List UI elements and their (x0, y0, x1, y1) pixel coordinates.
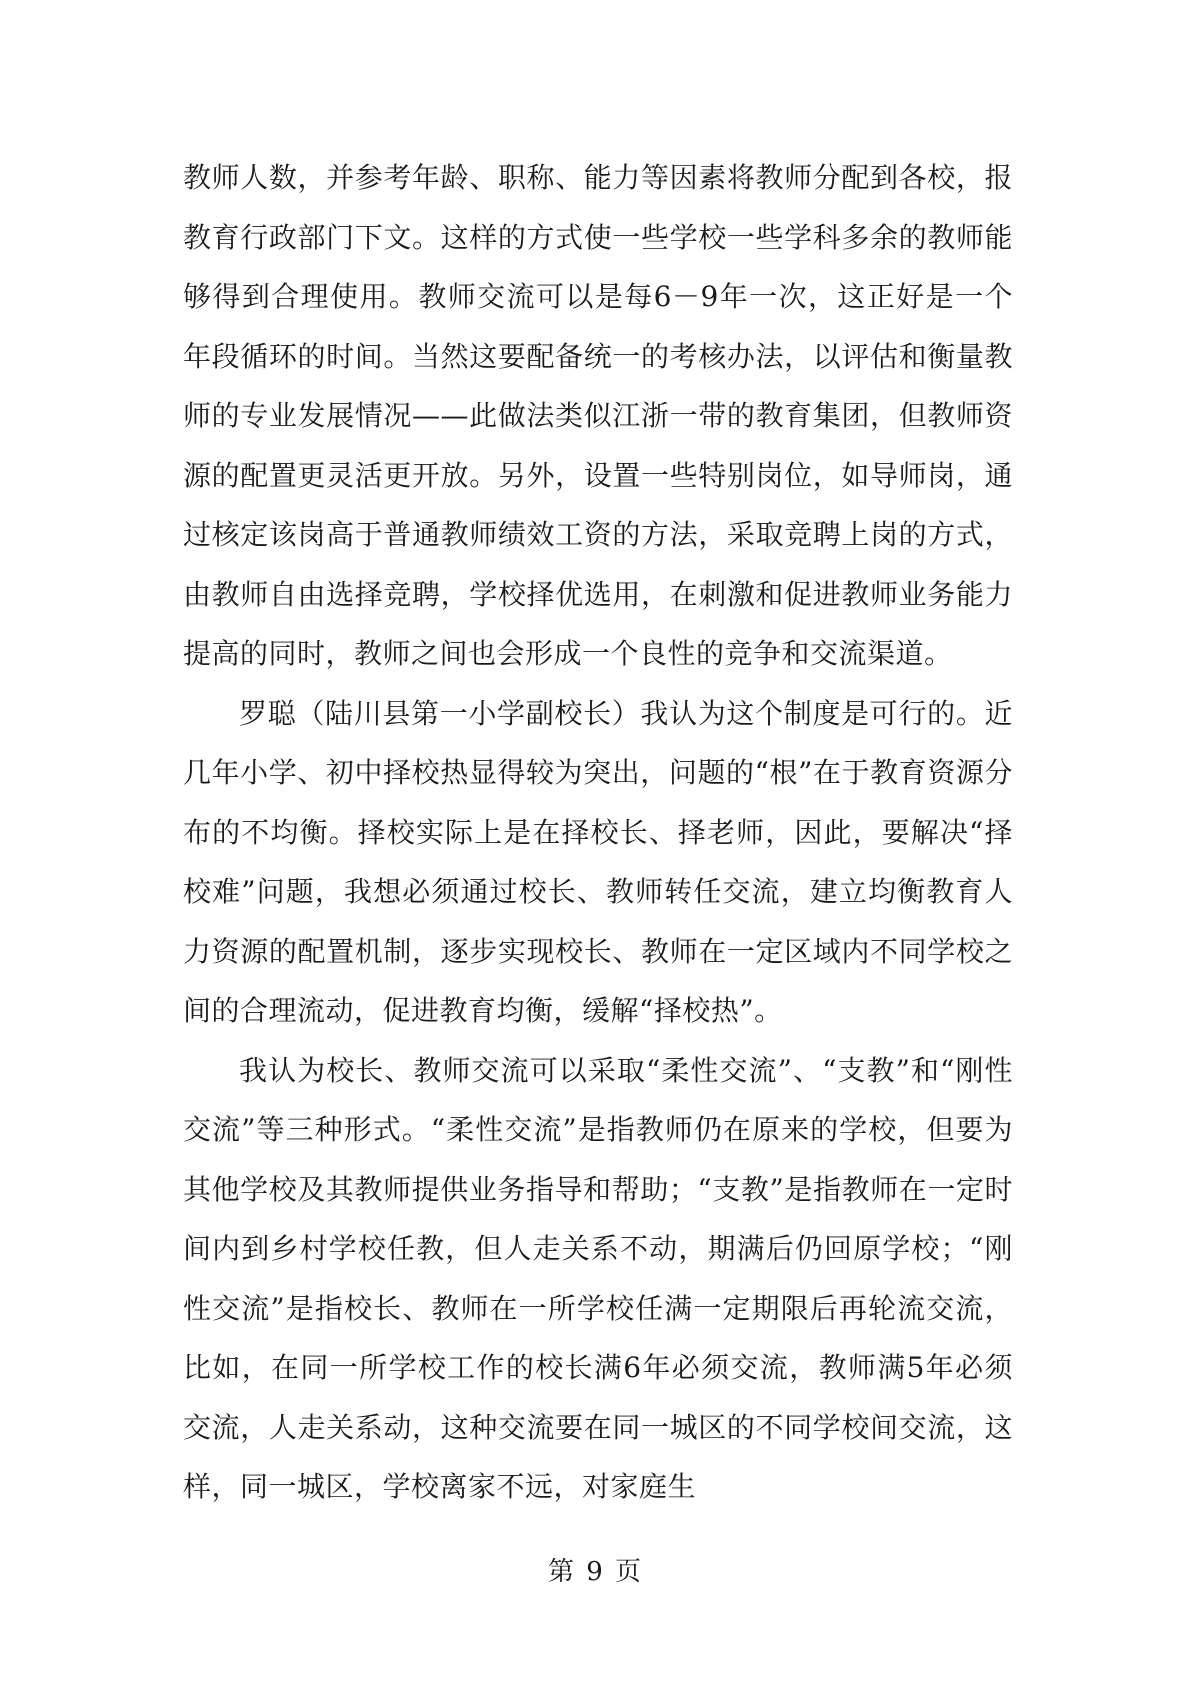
document-body (183, 148, 1013, 1517)
paragraph-1: 教师人数，并参考年龄、职称、能力等因素将教师分配到各校，报教育行政部门下文。这样的方式使一些学校一些学科多余的教师能够得到合理使用。教师交流可以是每6－9年一次，这正好是一个年段循环的时间。当然这要配备统一的考核办法，以评估和衡量教师的专业发展情况——此做法类似江浙一带的教育集团，但教师资源的配置更灵活更开放。另外，设置一些特别岗位，如导师岗，通过核定该岗高于普通教师绩效工资的方法，采取竞聘上岗的方式，由教师自由选择竞聘，学校择优选用，在刺激和促进教师业务能力提高的同时，教师之间也会形成一个良性的竞争和交流渠道。 (183, 161, 1013, 670)
page-number: 第 9 页 (547, 1557, 644, 1587)
paragraph-2: 罗聪（陆川县第一小学副校长）我认为这个制度是可行的。近几年小学、初中择校热显得较为突出，问题的“根”在于教育资源分布的不均衡。择校实际上是在择校长、择老师，因此，要解决“择校难”问题，我想必须通过校长、教师转任交流，建立均衡教育人力资源的配置机制，逐步实现校长、教师在一定区域内不同学校之间的合理流动，促进教育均衡，缓解“择校热”。 (183, 696, 1013, 1027)
paragraph-3: 我认为校长、教师交流可以采取“柔性交流”、“支教”和“刚性交流”等三种形式。“柔性交流”是指教师仍在原来的学校，但要为其他学校及其教师提供业务指导和帮助；“支教”是指教师在一定时间内到乡村学校任教，但人走关系不动，期满后仍回原学校；“刚性交流”是指校长、教师在一所学校任满一定期限后再轮流交流，比如，在同一所学校工作的校长满6年必须交流，教师满5年必须交流，人走关系动，这种交流要在同一城区的不同学校间交流，这样，同一城区，学校离家不远，对家庭生 (183, 1053, 1013, 1503)
